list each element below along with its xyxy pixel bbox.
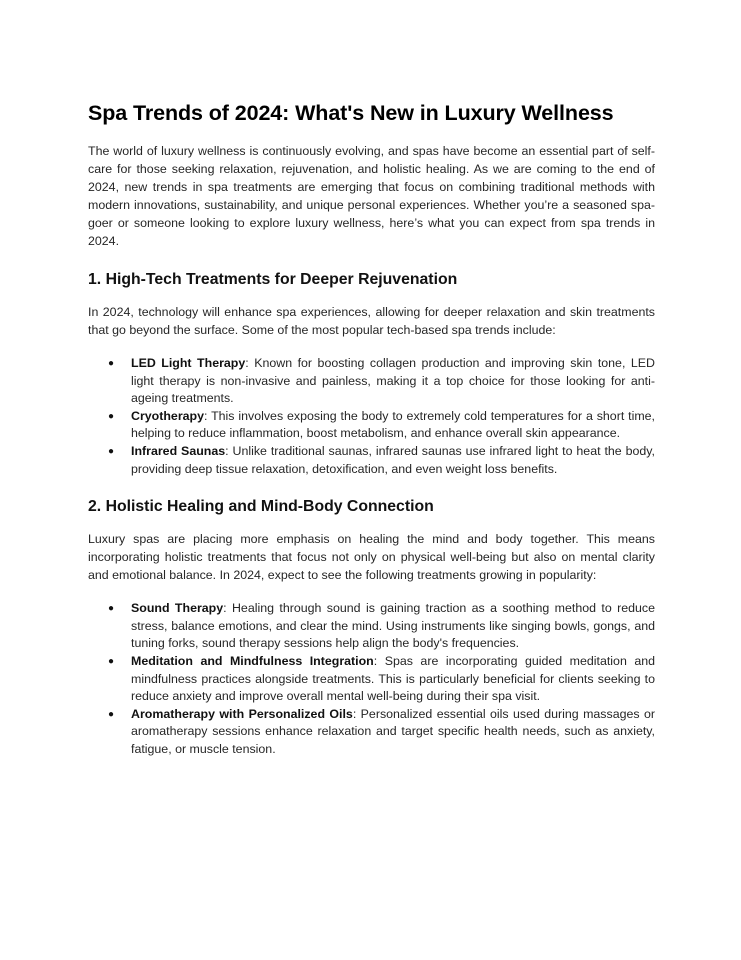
document-title: Spa Trends of 2024: What's New in Luxury Wellness — [88, 101, 614, 125]
list-item-term: Infrared Saunas — [131, 443, 226, 458]
list-item-term: Meditation and Mindfulness Integration — [131, 653, 374, 668]
list-item-term: Aromatherapy with Personalized Oils — [131, 706, 353, 721]
intro-paragraph: The world of luxury wellness is continuously evolving, and spas have become an essential part of self-care for those seeking relaxation, rejuvenation, and holistic healing. As we are coming to the end of 2024, new trends in spa treatments are emerging that focus on combining traditional methods with modern innovations, sustainability, and unique personal experiences. Whether you’re a seasoned spa-goer or someone looking to explore luxury wellness, here’s what you can expect from spa trends in 2024. — [88, 144, 655, 248]
section-high-tech-treatments — [88, 269, 655, 478]
list-item-text: : Spas are incorporating guided meditation and mindfulness practices alongside treatments. This is particularly beneficial for clients seeking to reduce anxiety and improve overall mental well-being during their spa visit. — [131, 653, 655, 704]
section-paragraph: Luxury spas are placing more emphasis on healing the mind and body together. This means incorporating holistic treatments that focus not only on physical well-being but also on mental clarity and emotional balance. In 2024, expect to see the following treatments growing in popularity: — [88, 532, 655, 583]
list-item-term: Sound Therapy — [131, 601, 224, 616]
bullet-icon: ● — [108, 358, 115, 369]
list-item-text: : Personalized essential oils used during massages or aromatherapy sessions enhance relaxation and target specific health needs, such as anxiety, fatigue, or muscle tension. — [131, 706, 655, 756]
section-paragraph: In 2024, technology will enhance spa experiences, allowing for deeper relaxation and skin treatments that go beyond the surface. Some of the most popular tech-based spa trends include: — [88, 305, 655, 337]
list-item-text: : Unlike traditional saunas, infrared saunas use infrared light to heat the body, providing deep tissue relaxation, detoxification, and even weight loss benefits. — [131, 443, 655, 476]
list-item — [108, 408, 655, 443]
section-holistic-healing — [88, 496, 655, 758]
bullet-icon: ● — [108, 603, 115, 615]
list-item-text: : Known for boosting collagen production and improving skin tone, LED light therapy is non-invasive and painless, making it a top choice for those looking for anti-ageing treatments. — [131, 356, 655, 406]
bullet-list — [88, 355, 655, 478]
list-item-text: : Healing through sound is gaining traction as a soothing method to reduce stress, balance emotions, and clear the mind. Using instruments like singing bowls, gongs, and tuning forks, sound therapy sessions help align the body's frequencies. — [131, 601, 656, 651]
bullet-icon: ● — [108, 708, 115, 720]
list-item — [108, 443, 655, 478]
list-item — [108, 706, 655, 759]
bullet-icon: ● — [108, 445, 115, 457]
list-item — [108, 355, 655, 408]
bullet-icon: ● — [108, 655, 115, 667]
list-item-text: : This involves exposing the body to extremely cold temperatures for a short time, helping to reduce inflammation, boost metabolism, and enhance overall skin appearance. — [131, 408, 655, 441]
list-item — [108, 653, 655, 706]
list-item-term: LED Light Therapy — [131, 356, 246, 370]
section-heading: 2. Holistic Healing and Mind-Body Connection — [88, 498, 434, 516]
bullet-icon: ● — [108, 410, 115, 422]
list-item-term: Cryotherapy — [131, 408, 204, 423]
document-page — [88, 98, 655, 777]
section-heading: 1. High-Tech Treatments for Deeper Rejuvenation — [88, 271, 458, 288]
bullet-list — [88, 600, 655, 758]
list-item — [108, 600, 656, 653]
